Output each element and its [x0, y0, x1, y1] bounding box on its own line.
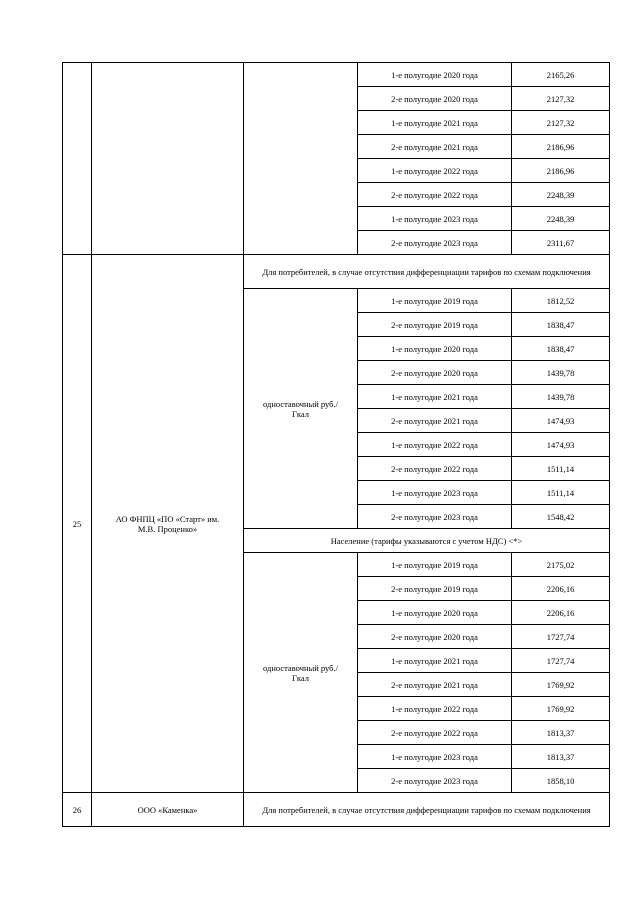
- section-header-row: [63, 255, 610, 289]
- tariff-value-cell: 1858,10: [512, 769, 610, 793]
- period-cell: 2-е полугодие 2021 года: [358, 409, 512, 433]
- period-cell: 1-е полугодие 2020 года: [358, 63, 512, 87]
- row-number-cell: [63, 63, 92, 255]
- tariff-value-cell: 2206,16: [512, 577, 610, 601]
- tariff-value-cell: 1838,47: [512, 313, 610, 337]
- period-cell: 2-е полугодие 2022 года: [358, 183, 512, 207]
- period-cell: 1-е полугодие 2021 года: [358, 385, 512, 409]
- period-cell: 2-е полугодие 2020 года: [358, 625, 512, 649]
- tariff-value-cell: 1769,92: [512, 673, 610, 697]
- tariff-value-cell: 1769,92: [512, 697, 610, 721]
- consumers-section-note: Для потребителей, в случае отсутствия дифференциации тарифов по схемам подключения: [244, 255, 610, 289]
- row-number-cell: 25: [63, 255, 92, 793]
- tariff-value-cell: 2186,96: [512, 159, 610, 183]
- period-cell: 1-е полугодие 2019 года: [358, 289, 512, 313]
- population-section-note: Население (тарифы указываются с учетом НДС) <*>: [244, 529, 610, 553]
- period-cell: 2-е полугодие 2021 года: [358, 673, 512, 697]
- period-cell: 1-е полугодие 2022 года: [358, 159, 512, 183]
- period-cell: 2-е полугодие 2019 года: [358, 577, 512, 601]
- tariff-table: [62, 62, 610, 827]
- tariff-value-cell: 1511,14: [512, 457, 610, 481]
- row-number-cell: 26: [63, 793, 92, 827]
- period-cell: 1-е полугодие 2020 года: [358, 337, 512, 361]
- tariff-value-cell: 2127,32: [512, 87, 610, 111]
- period-cell: 1-е полугодие 2021 года: [358, 111, 512, 135]
- period-cell: 1-е полугодие 2022 года: [358, 697, 512, 721]
- tariff-value-cell: 1439,78: [512, 385, 610, 409]
- period-cell: 2-е полугодие 2019 года: [358, 313, 512, 337]
- period-cell: 2-е полугодие 2022 года: [358, 457, 512, 481]
- period-cell: 2-е полугодие 2021 года: [358, 135, 512, 159]
- period-cell: 2-е полугодие 2020 года: [358, 361, 512, 385]
- table-row: [63, 793, 610, 827]
- tariff-value-cell: 2127,32: [512, 111, 610, 135]
- rate-type-cell: одноставочный руб./Гкал: [244, 289, 358, 529]
- tariff-value-cell: 1511,14: [512, 481, 610, 505]
- period-cell: 1-е полугодие 2022 года: [358, 433, 512, 457]
- tariff-value-cell: 1813,37: [512, 745, 610, 769]
- period-cell: 2-е полугодие 2020 года: [358, 87, 512, 111]
- tariff-value-cell: 2311,67: [512, 231, 610, 255]
- period-cell: 1-е полугодие 2023 года: [358, 207, 512, 231]
- tariff-value-cell: 1439,78: [512, 361, 610, 385]
- organization-cell: ООО «Каменка»: [92, 793, 244, 827]
- tariff-table-body: [63, 63, 610, 827]
- tariff-value-cell: 1727,74: [512, 625, 610, 649]
- tariff-value-cell: 2165,26: [512, 63, 610, 87]
- organization-cell: АО ФНПЦ «ПО «Старт» им. М.В. Проценко»: [92, 255, 244, 793]
- tariff-value-cell: 2206,16: [512, 601, 610, 625]
- consumers-section-note: Для потребителей, в случае отсутствия дифференциации тарифов по схемам подключения: [244, 793, 610, 827]
- period-cell: 2-е полугодие 2023 года: [358, 505, 512, 529]
- tariff-value-cell: 1813,37: [512, 721, 610, 745]
- period-cell: 1-е полугодие 2019 года: [358, 553, 512, 577]
- tariff-value-cell: 1838,47: [512, 337, 610, 361]
- organization-cell: [92, 63, 244, 255]
- period-cell: 1-е полугодие 2023 года: [358, 745, 512, 769]
- tariff-value-cell: 1812,52: [512, 289, 610, 313]
- rate-type-cell: [244, 63, 358, 255]
- tariff-value-cell: 2186,96: [512, 135, 610, 159]
- tariff-value-cell: 2248,39: [512, 183, 610, 207]
- period-cell: 2-е полугодие 2023 года: [358, 769, 512, 793]
- tariff-value-cell: 1548,42: [512, 505, 610, 529]
- tariff-value-cell: 2248,39: [512, 207, 610, 231]
- tariff-value-cell: 1727,74: [512, 649, 610, 673]
- tariff-value-cell: 1474,93: [512, 409, 610, 433]
- period-cell: 1-е полугодие 2021 года: [358, 649, 512, 673]
- table-row: [63, 63, 610, 87]
- tariff-value-cell: 2175,02: [512, 553, 610, 577]
- rate-type-cell: одноставочный руб./Гкал: [244, 553, 358, 793]
- period-cell: 1-е полугодие 2020 года: [358, 601, 512, 625]
- period-cell: 1-е полугодие 2023 года: [358, 481, 512, 505]
- tariff-value-cell: 1474,93: [512, 433, 610, 457]
- period-cell: 2-е полугодие 2022 года: [358, 721, 512, 745]
- period-cell: 2-е полугодие 2023 года: [358, 231, 512, 255]
